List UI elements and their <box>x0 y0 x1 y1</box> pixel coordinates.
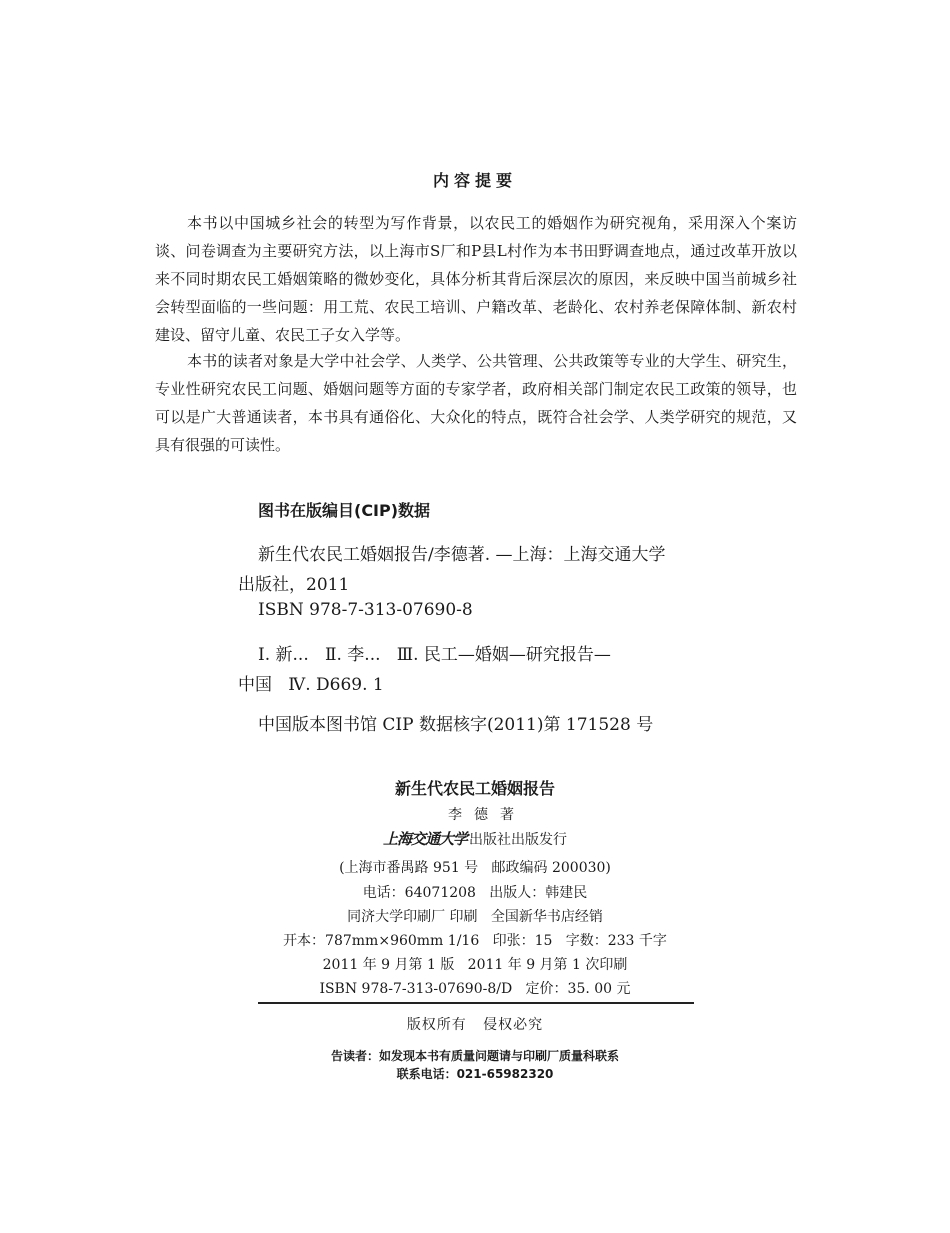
cip-classification-line-1: Ⅰ. 新... Ⅱ. 李... Ⅲ. 民工—婚姻—研究报告— <box>258 645 611 665</box>
summary-paragraph-1: 本书以中国城乡社会的转型为写作背景，以农民工的婚姻作为研究视角，采用深入个案访谈、问卷调查为主要研究方法，以上海市S厂和P县L村作为本书田野调查地点，通过改革开放以来不同时期农民工婚姻策略的微妙变化，具体分析其背后深层次的原因，来反映中国当前城乡社会转型面临的一些问题：用工荒、农民工培训、户籍改革、老龄化、农村养老保障体制、新农村建设、留守儿童、农民工子女入学等。 <box>155 214 797 344</box>
reader-notice-phone: 联系电话：021-65982320 <box>396 1067 554 1081</box>
summary-paragraph-2: 本书的读者对象是大学中社会学、人类学、公共管理、公共政策等专业的大学生、研究生，专业性研究农民工问题、婚姻问题等方面的专家学者，政府相关部门制定农民工政策的领导，也可以是广大普通读者，本书具有通俗化、大众化的特点，既符合社会学、人类学研究的规范，又具有很强的可读性。 <box>155 352 797 454</box>
summary-title: 内容提要 <box>432 171 517 190</box>
imprint-book-title: 新生代农民工婚姻报告 <box>394 779 555 798</box>
imprint-printer: 同济大学印刷厂 印刷 全国新华书店经销 <box>347 909 603 925</box>
imprint-phone-publisher: 电话：64071208 出版人：韩建民 <box>362 885 588 901</box>
cip-heading: 图书在版编目(CIP)数据 <box>258 501 431 520</box>
cip-publisher-line: 出版社，2011 <box>238 575 350 595</box>
imprint-address: (上海市番禺路 951 号 邮政编码 200030) <box>339 860 611 876</box>
imprint-publisher-line <box>0 828 950 849</box>
imprint-edition: 2011 年 9 月第 1 版 2011 年 9 月第 1 次印刷 <box>322 957 628 973</box>
publisher-logo: 上海交通大学 <box>382 830 467 848</box>
imprint-format: 开本：787mm×960mm 1/16 印张：15 字数：233 千字 <box>283 933 667 949</box>
publisher-suffix: 出版社出版发行 <box>469 832 567 848</box>
imprint-author: 李德著 <box>448 807 526 823</box>
imprint-isbn-price: ISBN 978-7-313-07690-8/D 定价：35. 00 元 <box>319 981 631 997</box>
cip-isbn: ISBN 978-7-313-07690-8 <box>258 600 473 620</box>
cip-classification-line-2: 中国 Ⅳ. D669. 1 <box>238 675 384 695</box>
imprint-rights: 版权所有 侵权必究 <box>406 1017 544 1033</box>
reader-notice: 告读者：如发现本书有质量问题请与印刷厂质量科联系 <box>330 1049 619 1063</box>
cip-verification-number: 中国版本图书馆 CIP 数据核字(2011)第 171528 号 <box>258 715 654 735</box>
imprint-divider <box>258 1002 694 1004</box>
cip-title-line: 新生代农民工婚姻报告/李德著. —上海：上海交通大学 <box>258 545 666 565</box>
